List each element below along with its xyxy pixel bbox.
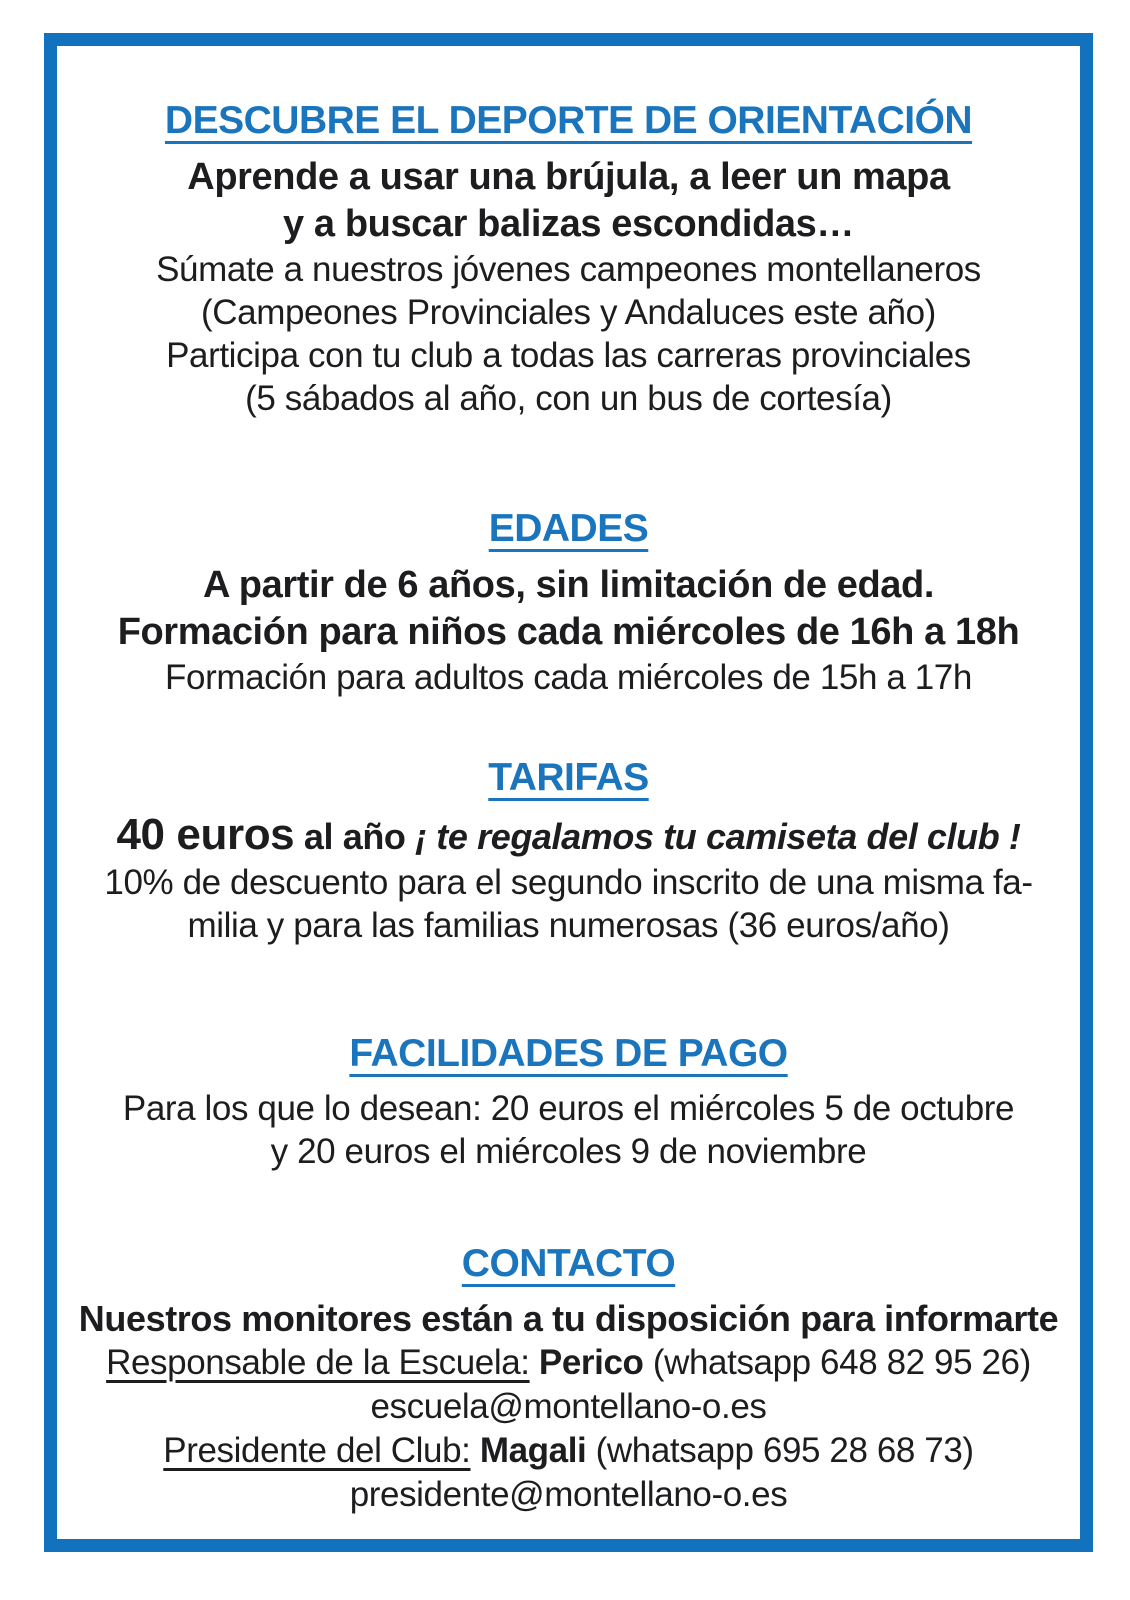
text-line [71, 248, 1066, 291]
text-line [71, 861, 1066, 904]
text-segment: 40 euros [116, 810, 295, 859]
text-line [71, 562, 1066, 609]
text-segment: Presidente del Club: [163, 1431, 471, 1470]
text-line [71, 154, 1066, 201]
section-heading-tarifas: TARIFAS [488, 756, 649, 799]
text-line [71, 811, 1066, 861]
text-line [71, 609, 1066, 656]
text-segment: Formación para adultos cada miércoles de 15h a 17h [165, 658, 972, 697]
text-line [71, 334, 1066, 377]
text-line [71, 1130, 1066, 1173]
text-segment: Formación para niños cada miércoles de 16h a 18h [117, 611, 1020, 653]
section-heading-facilidades: FACILIDADES DE PAGO [349, 1032, 788, 1075]
text-segment: escuela@montellano-o.es [370, 1387, 767, 1426]
text-line [71, 1341, 1066, 1385]
section-contacto [71, 1241, 1066, 1517]
text-segment: Nuestros monitores están a tu disposición para informarte [78, 1298, 1059, 1339]
text-line [71, 904, 1066, 947]
text-segment: al año [294, 816, 416, 857]
text-line [71, 201, 1066, 248]
text-segment: Perico [538, 1343, 644, 1382]
text-segment: Magali [479, 1431, 587, 1470]
text-segment: milia y para las familias numerosas (36 euros/año) [187, 906, 950, 945]
section-facilidades [71, 1031, 1066, 1173]
text-segment: presidente@montellano-o.es [349, 1475, 788, 1514]
section-heading-edades: EDADES [488, 507, 649, 550]
text-segment: Responsable de la Escuela: [106, 1343, 530, 1382]
text-segment: ¡ te regalamos tu camiseta del club ! [415, 816, 1021, 857]
text-line [71, 291, 1066, 334]
section-heading-intro: DESCUBRE EL DEPORTE DE ORIENTACIÓN [164, 99, 973, 142]
flyer-content [57, 46, 1080, 1539]
section-edades [71, 506, 1066, 699]
text-line [71, 656, 1066, 699]
text-segment: (whatsapp 648 82 95 26) [643, 1343, 1031, 1382]
blue-border-frame [44, 33, 1093, 1552]
text-line [71, 1297, 1066, 1341]
text-segment: y 20 euros el miércoles 9 de noviembre [270, 1132, 867, 1171]
text-segment [530, 1343, 539, 1382]
text-segment: (5 sábados al año, con un bus de cortesía) [245, 379, 892, 418]
text-line [71, 1087, 1066, 1130]
text-segment: Súmate a nuestros jóvenes campeones montellaneros [156, 250, 981, 289]
text-line [71, 1385, 1066, 1429]
text-line [71, 1429, 1066, 1473]
text-line [71, 377, 1066, 420]
text-segment [471, 1431, 480, 1470]
text-segment: y a buscar balizas escondidas… [283, 203, 854, 245]
text-segment: Participa con tu club a todas las carreras provinciales [166, 336, 971, 375]
text-line [71, 1473, 1066, 1517]
section-intro [71, 98, 1066, 420]
text-segment: (Campeones Provinciales y Andaluces este año) [201, 293, 936, 332]
text-segment: A partir de 6 años, sin limitación de edad. [202, 564, 935, 606]
section-heading-contacto: CONTACTO [461, 1242, 676, 1285]
text-segment: Para los que lo desean: 20 euros el miércoles 5 de octubre [122, 1089, 1015, 1128]
text-segment: Aprende a usar una brújula, a leer un mapa [187, 156, 950, 198]
text-segment: (whatsapp 695 28 68 73) [586, 1431, 974, 1470]
text-segment: 10% de descuento para el segundo inscrito de una misma fa- [104, 863, 1033, 902]
section-tarifas [71, 755, 1066, 947]
